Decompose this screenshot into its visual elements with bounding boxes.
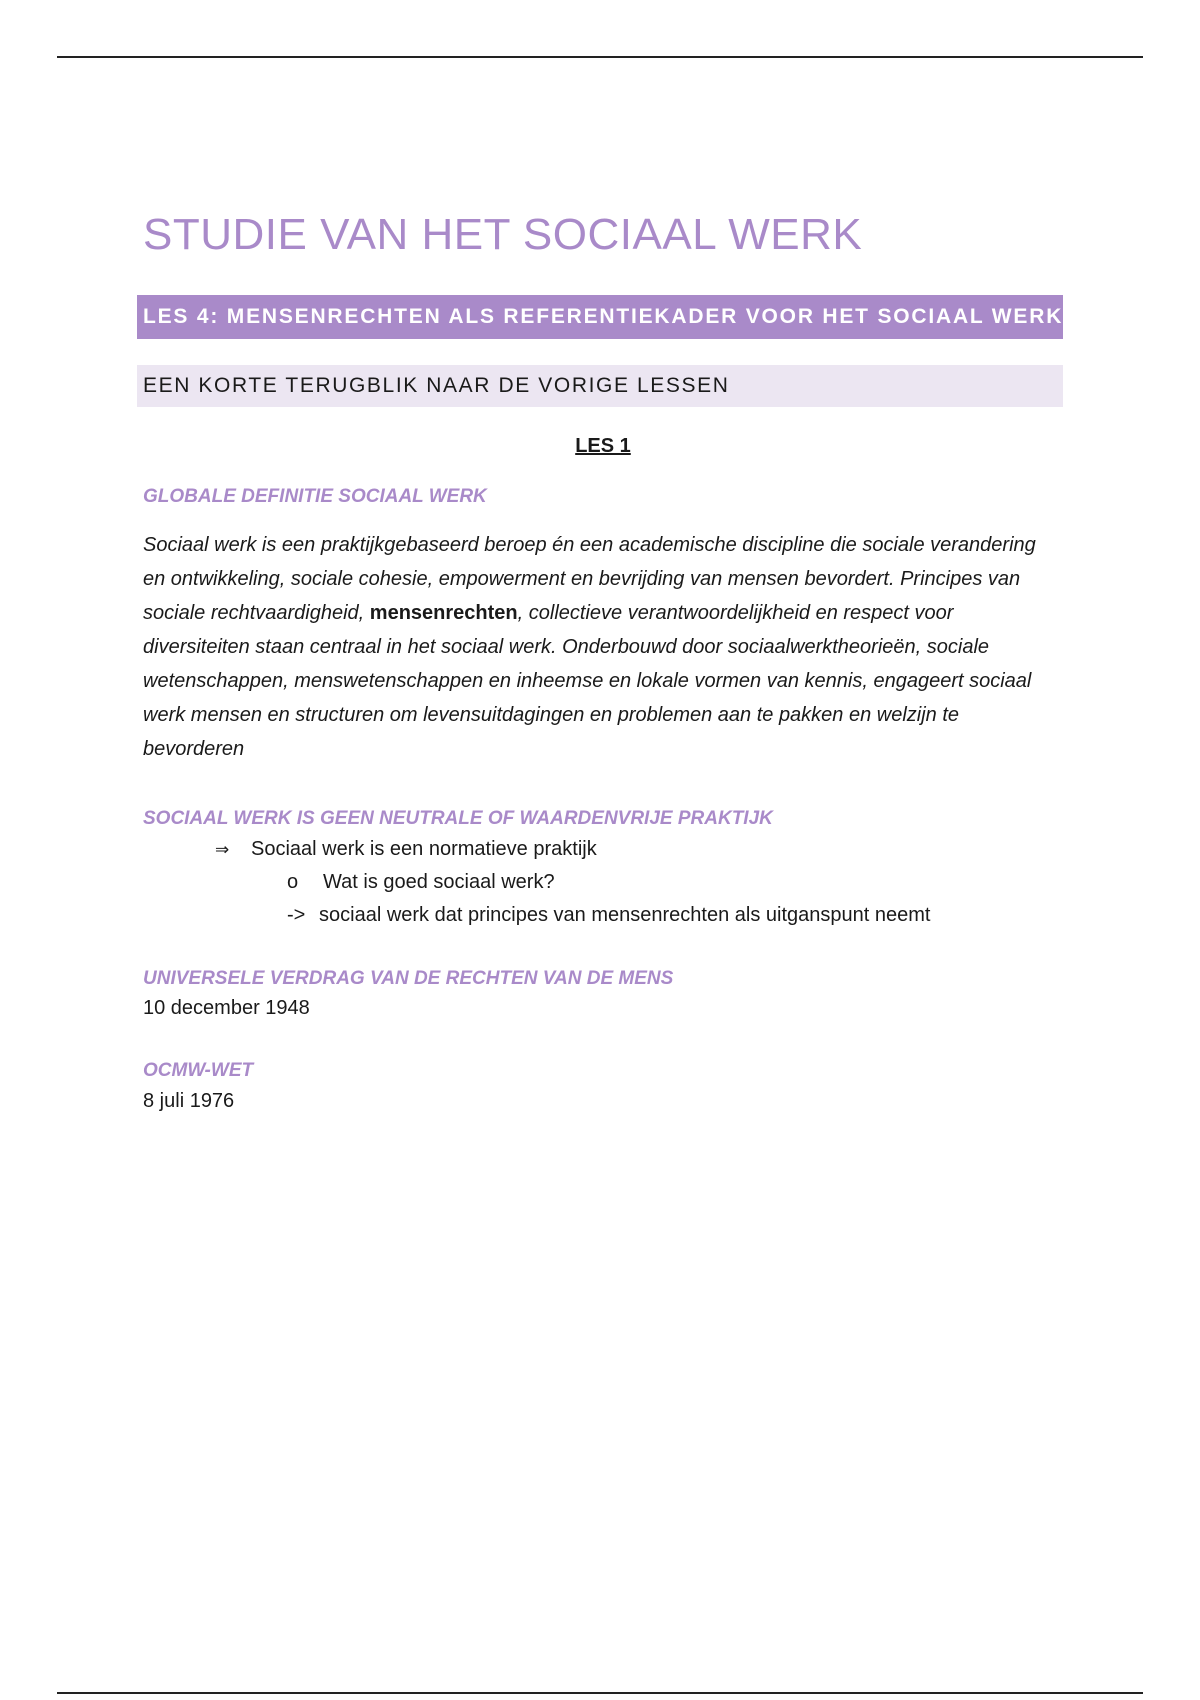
definition-text-part-2: , collectieve verantwoordelijkheid en respect voor diversiteiten staan centraal in het sociaal werk. Onderbouwd door sociaalwerktheorieën, sociale wetenschappen, menswetenschappen en inheemse en lokale vormen van kennis, engageert sociaal werk mensen en structuren om levensuitdagingen en problemen aan te pakken en welzijn te bevorderen — [143, 602, 1032, 761]
lesson-label: LES 1 — [575, 434, 631, 457]
footer-rule — [57, 1692, 1143, 1694]
section-banner: EEN KORTE TERUGBLIK NAAR DE VORIGE LESSEN — [137, 365, 1063, 407]
list-item — [137, 833, 1063, 866]
list-item-text: Wat is goed sociaal werk? — [323, 870, 555, 893]
document-title: STUDIE VAN HET SOCIAAL WERK — [143, 210, 863, 259]
arrow-right-icon: -> — [287, 903, 306, 926]
list-item — [137, 899, 1063, 932]
definition-text-part-1: Sociaal werk is een praktijkgebaseerd beroep én een academische discipline die sociale verandering en ontwikkeling, sociale cohesie, empowerment en bevrijding van mensen bevordert. Principes van sociale rechtvaardigheid, — [143, 534, 1036, 625]
definition-bold-term: mensenrechten — [369, 602, 518, 625]
ocmw-heading: OCMW-WET — [143, 1060, 254, 1082]
ocmw-date: 8 juli 1976 — [143, 1089, 235, 1112]
udhr-heading: UNIVERSELE VERDRAG VAN DE RECHTEN VAN DE MENS — [143, 967, 674, 989]
list-item-text: sociaal werk dat principes van mensenrechten als uitganspunt neemt — [319, 903, 931, 926]
document-body — [137, 210, 1063, 1117]
definition-heading: GLOBALE DEFINITIE SOCIAAL WERK — [143, 485, 487, 507]
arrow-icon: ⇒ — [215, 839, 230, 859]
normative-heading: SOCIAAL WERK IS GEEN NEUTRALE OF WAARDENVRIJE PRAKTIJK — [143, 808, 773, 830]
udhr-date: 10 december 1948 — [143, 997, 310, 1020]
lesson-banner: LES 4: MENSENRECHTEN ALS REFERENTIEKADER VOOR HET SOCIAAL WERK — [137, 295, 1063, 339]
header-rule — [57, 56, 1143, 58]
list-item-text: Sociaal werk is een normatieve praktijk — [251, 837, 597, 860]
definition-paragraph — [137, 528, 1063, 766]
list-item — [137, 866, 1063, 899]
bullet-icon: o — [287, 870, 299, 893]
